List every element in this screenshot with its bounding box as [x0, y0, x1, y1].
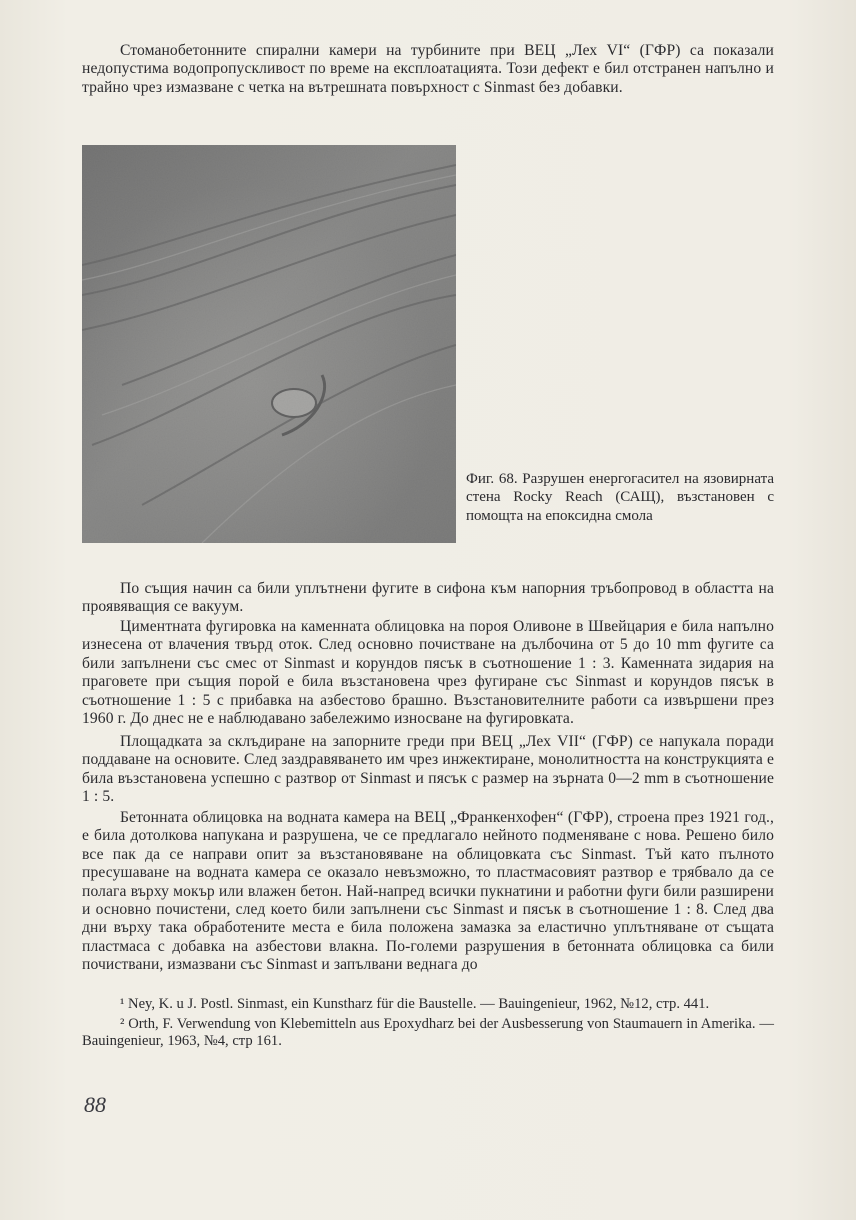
footnote-2: ² Orth, F. Verwendung von Klebemitteln aus Epoxydharz bei der Ausbesserung von Staumauern in Amerika. — Bauingenieur, 1963, №4, стр 161. [82, 1015, 774, 1050]
figure-caption: Фиг. 68. Разрушен енергогасител на язовирната стена Rocky Reach (САЩ), възстановен с помощта на епоксидна смола [466, 471, 774, 524]
page-number: 88 [84, 1092, 106, 1117]
footnotes [82, 996, 774, 1053]
damaged-energy-dissipator-photo [82, 145, 456, 543]
paragraph-olivone-torrent: Циментната фугировка на каменната облицовка на пороя Оливоне в Швейцария е била напълно изнесена от влачения твърд оток. След основно почистване на дълбочина от 5 до 10 mm фугите са били запълнени със смес от Sinmast и корундов пясък в съотношение 1 : 3. Каменната зидария на праговете при същия порой е била възстановена чрез фугиране със Sinmast и корундов пясък в съотношение 1 : 5 с прибавка на азбестово брашно. Възстановителните работи са извършени през 1960 г. До днес не е наблюдавано забележимо износване на фугировката. [82, 618, 774, 728]
paragraph-spiral-chambers: Стоманобетонните спирални камери на турбините при ВЕЦ „Лех VI“ (ГФР) са показали недопустима водопропускливост по време на експлоатацията. Този дефект е бил отстранен напълно и трайно чрез измазване с четка на вътрешната повърхност с Sinmast без добавки. [82, 42, 774, 96]
paragraph-lech-vii: Площадката за склъдиране на запорните греди при ВЕЦ „Лех VII“ (ГФР) се напукала поради поддаване на основите. След заздравяването им чрез инжектиране, монолитността на конструкцията е била възстановена успешно с разтвор от Sinmast и пясък с размер на зърната 0—2 mm в съотношение 1 : 5. [82, 733, 774, 806]
paragraph-siphon-joints: По същия начин са били уплътнени фугите в сифона към напорния тръбопровод в областта на проявяващия се вакуум. [82, 580, 774, 616]
figure-68-photo [82, 145, 456, 543]
paragraph-frankenhofen: Бетонната облицовка на водната камера на ВЕЦ „Франкенхофен“ (ГФР), строена през 1921 год., е била дотолкова напукана и разрушена, че се предлагало нейното подменяване с нова. Решено било все пак да се направи опит за възстановяване на облицовката със Sinmast. Тъй като пълното пресушаване на водната камера се оказало невъзможно, то пластмасовият разтвор е трябвало да се полага върху мокър или влажен бетон. Най-напред всички пукнатини и работни фуги били разширени и основно почистени, след което били запълнени със Sinmast и пясък в съотношение 1 : 8. След два дни върху така обработените места е била положена замазка за еластично уплътняване от същата пластмаса с добавка на азбестови влакна. По-големи разрушения в бетонната облицовка са били почиствани, измазвани със Sinmast и запълвани веднага до [82, 809, 774, 974]
footnote-1: ¹ Ney, K. u J. Postl. Sinmast, ein Kunstharz für die Baustelle. — Bauingenieur, 1962, №12, стр. 441. [120, 996, 710, 1012]
